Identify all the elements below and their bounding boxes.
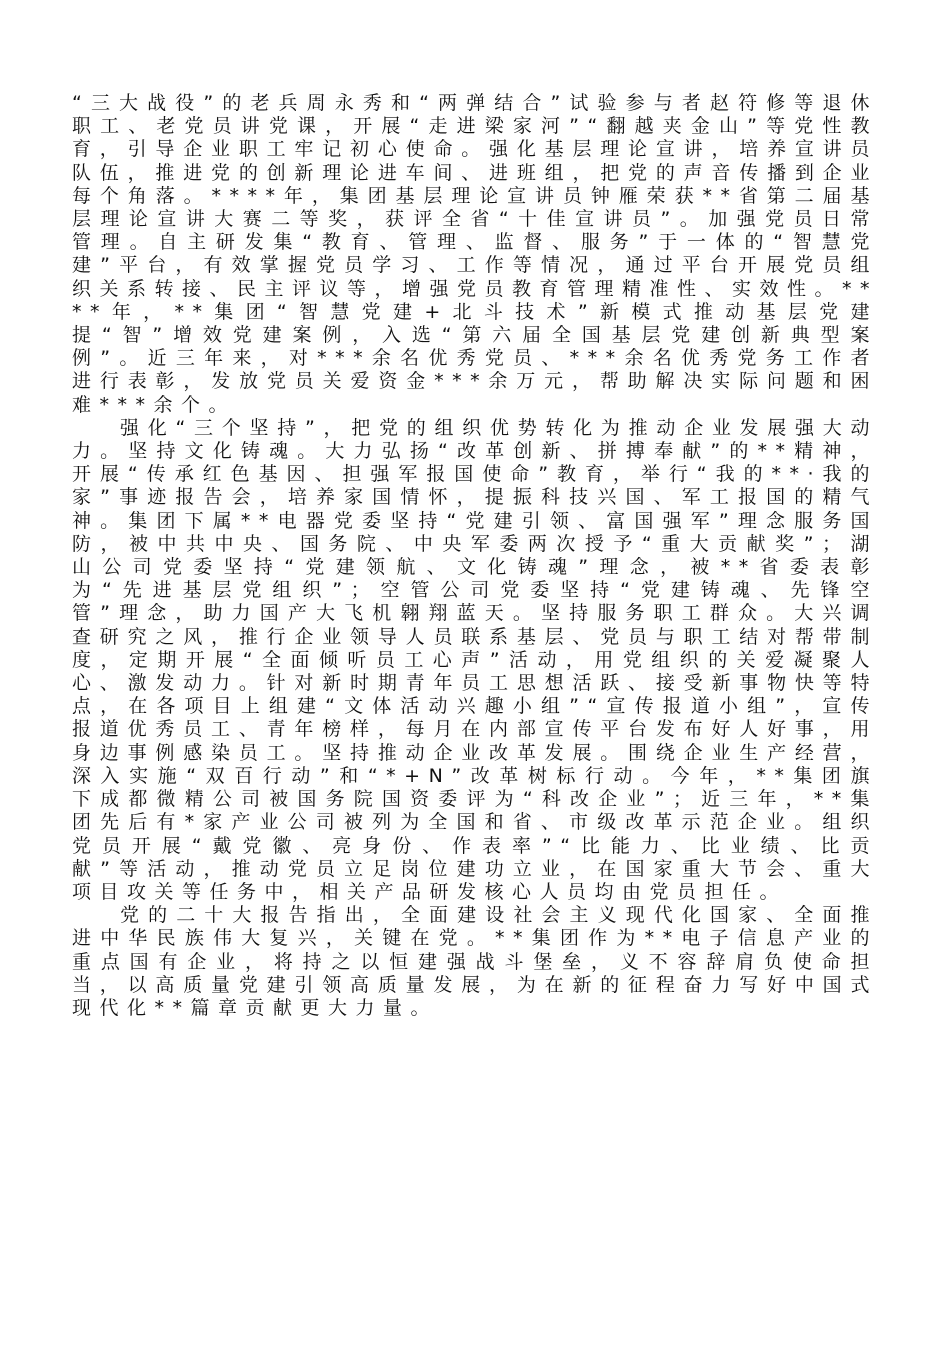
paragraph-party-education: “三大战役”的老兵周永秀和“两弹结合”试验参与者赵符修等退休职工、老党员讲党课，开展“走进梁家河”“翻越夹金山”等党性教育，引导企业职工牢记初心使命。强化基层理论宣讲，培养宣讲员队伍，推进党的创新理论进车间、进班组，把党的声音传播到企业每个角落。****年，集团基层理论宣讲员钟雁荣获**省第二届基层理论宣讲大赛二等奖，获评全省“十佳宣讲员”。加强党员日常管理。自主研发集“教育、管理、监督、服务”于一体的“智慧党建”平台，有效掌握党员学习、工作等情况，通过平台开展党员组织关系转接、民主评议等，增强党员教育管理精准性、实效性。****年，**集团“智慧党建+北斗技术”新模式推动基层党建提“智”增效党建案例，入选“第六届全国基层党建创新典型案例”。近三年来，对***余名优秀党员、***余名优秀党务工作者进行表彰，发放党员关爱资金***余万元，帮助解决实际问题和困难***余个。 (72, 92, 879, 416)
paragraph-conclusion: 党的二十大报告指出，全面建设社会主义现代化国家、全面推进中华民族伟大复兴，关键在党。**集团作为**电子信息产业的重点国有企业，将持之以恒建强战斗堡垒，义不容辞肩负使命担当，以高质量党建引领高质量发展，为在新的征程奋力写好中国式现代化**篇章贡献更大力量。 (72, 904, 878, 1019)
paragraph-three-persistences: 强化“三个坚持”，把党的组织优势转化为推动企业发展强大动力。坚持文化铸魂。大力弘扬“改革创新、拼搏奉献”的**精神，开展“传承红色基因、担强军报国使命”教育，举行“我的**·我的家”事迹报告会，培养家国情怀，提振科技兴国、军工报国的精气神。集团下属**电器党委坚持“党建引领、富国强军”理念服务国防，被中共中央、国务院、中央军委两次授予“重大贡献奖”；湖山公司党委坚持“党建领航、文化铸魂”理念，被**省委表彰为“先进基层党组织”；空管公司党委坚持“党建铸魂、先锋空管”理念，助力国产大飞机翱翔蓝天。坚持服务职工群众。大兴调查研究之风，推行企业领导人员联系基层、党员与职工结对帮带制度，定期开展“全面倾听员工心声”活动，用党组织的关爱凝聚人心、激发动力。针对新时期青年员工思想活跃、接受新事物快等特点，在各项目上组建“文体活动兴趣小组”“宣传报道小组”，宣传报道优秀员工、青年榜样，每月在内部宣传平台发布好人好事，用身边事例感染员工。坚持推动企业改革发展。围绕企业生产经营，深入实施“双百行动”和“*+N”改革树标行动。今年，**集团旗下成都微精公司被国务院国资委评为“科改企业”；近三年，**集团先后有*家产业公司被列为全国和省、市级改革示范企业。组织党员开展“戴党徽、亮身份、作表率”“比能力、比业绩、比贡献”等活动，推动党员立足岗位建功立业，在国家重大节会、重大项目攻关等任务中，相关产品研发核心人员均由党员担任。 (72, 416, 878, 903)
document-page (72, 92, 878, 1020)
